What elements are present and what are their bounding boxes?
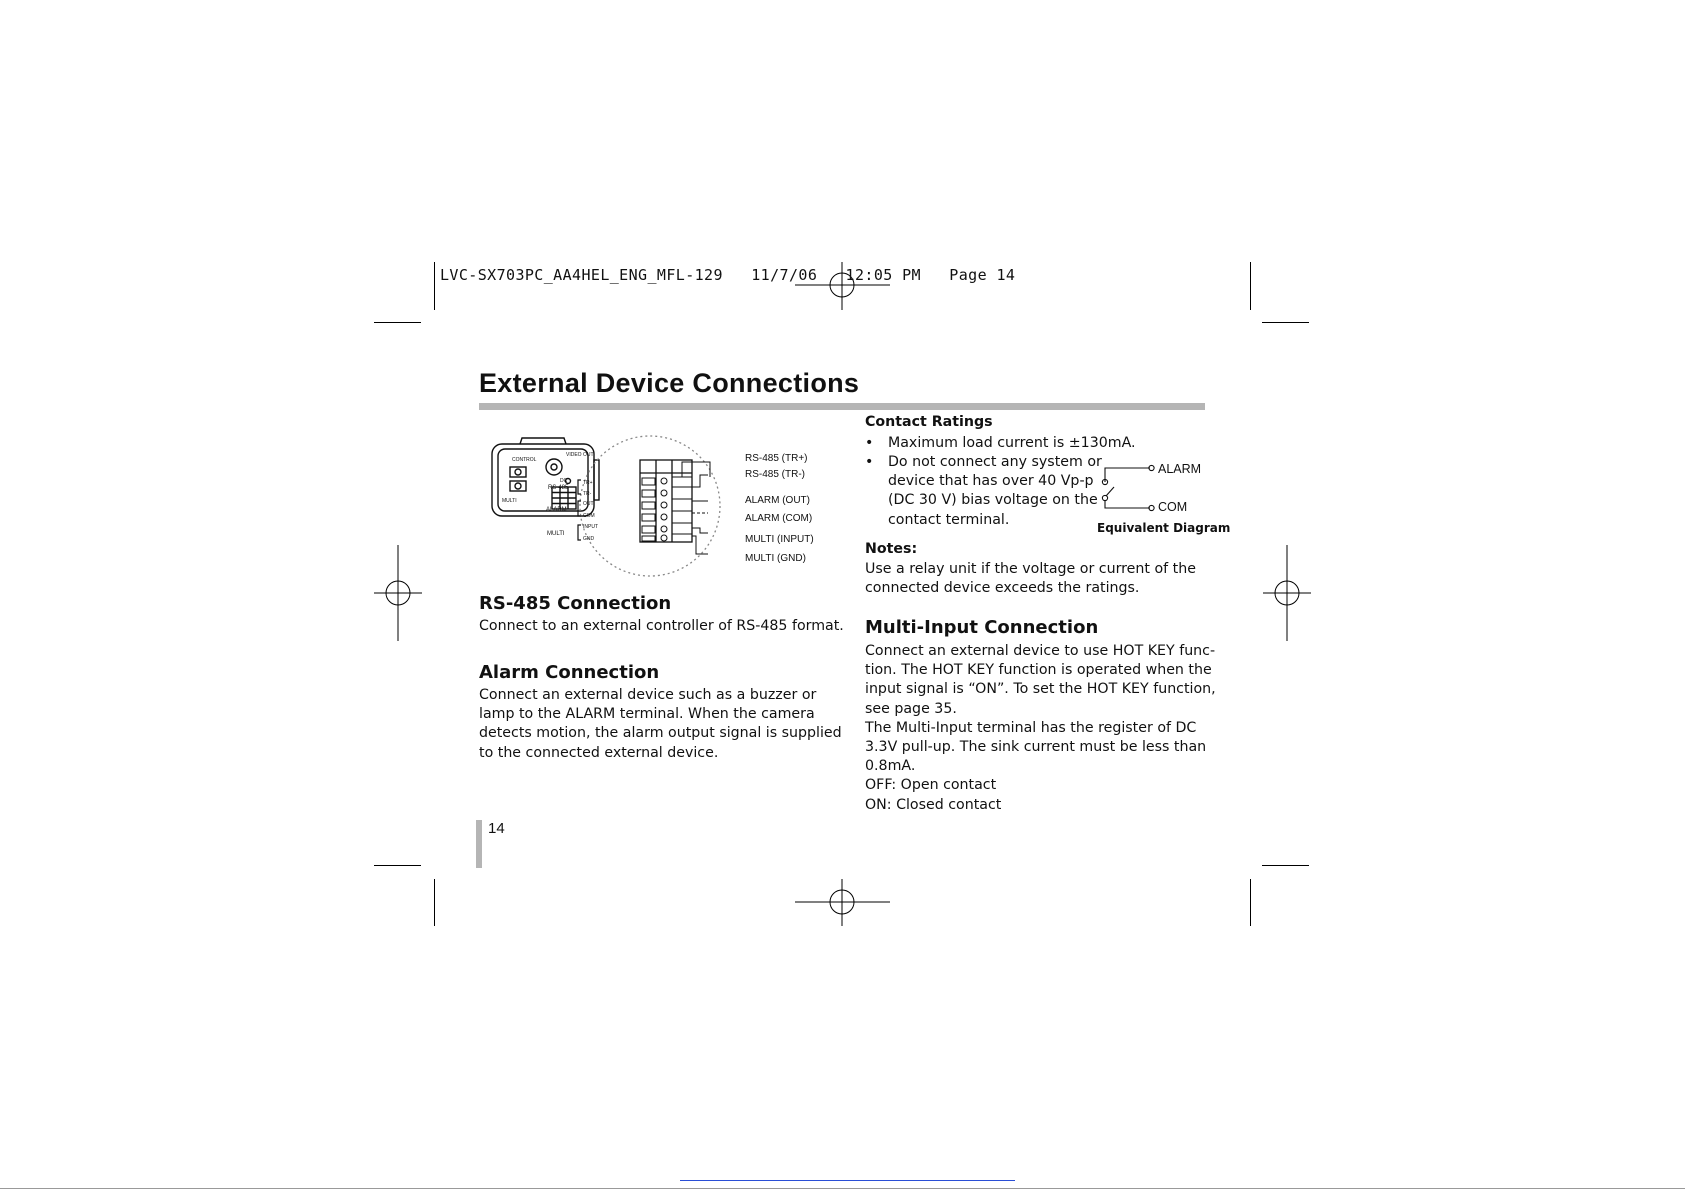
rating-bullet-1 xyxy=(865,434,1136,454)
rating-text-2 xyxy=(888,453,1102,530)
multi-line: input signal is “ON”. To set the HOT KEY function, xyxy=(865,681,1216,698)
pin-out: OUT xyxy=(583,501,594,507)
svg-text:MULTI: MULTI xyxy=(502,498,517,504)
page-number-bar xyxy=(476,820,482,868)
print-time: 12:05 PM xyxy=(845,266,921,284)
svg-text:DC: DC xyxy=(560,478,568,484)
terminal-label-alarm-com: ALARM (COM) xyxy=(745,513,813,524)
alarm-line: Connect an external device such as a buzzer or xyxy=(479,687,817,703)
doc-id: LVC-SX703PC_AA4HEL_ENG_MFL-129 xyxy=(440,266,723,284)
pin-gnd: GND xyxy=(583,536,595,542)
print-slug xyxy=(440,266,1015,284)
group-multi: MULTI xyxy=(547,531,565,537)
alarm-text xyxy=(479,686,842,763)
notes-heading: Notes: xyxy=(865,541,918,557)
equiv-alarm-label: ALARM xyxy=(1158,462,1202,476)
terminal-label-multi-gnd: MULTI (GND) xyxy=(745,553,806,564)
alarm-heading: Alarm Connection xyxy=(479,662,660,683)
bullet-dot: • xyxy=(865,435,874,451)
page-number: 14 xyxy=(488,820,505,837)
multi-line: 3.3V pull-up. The sink current must be less than xyxy=(865,739,1207,756)
bottom-link-line xyxy=(680,1180,1015,1181)
bottom-border xyxy=(0,1188,1685,1189)
rating-line: device that has over 40 Vp-p xyxy=(888,473,1094,490)
multi-line: Connect an external device to use HOT KEY func- xyxy=(865,643,1216,659)
notes-line: Use a relay unit if the voltage or current of the xyxy=(865,561,1196,577)
contact-ratings-heading: Contact Ratings xyxy=(865,414,993,430)
terminal-label-rs485-trminus: RS-485 (TR-) xyxy=(745,469,806,480)
pin-tr-plus: TR+ xyxy=(583,480,593,486)
notes-line: connected device exceeds the ratings. xyxy=(865,580,1140,597)
page-title: External Device Connections xyxy=(479,368,860,398)
terminal-label-alarm-out: ALARM (OUT) xyxy=(745,495,810,506)
multi-line: OFF: Open contact xyxy=(865,777,997,794)
rating-line: contact terminal. xyxy=(888,511,1010,528)
multi-input-heading: Multi-Input Connection xyxy=(865,617,1099,638)
pin-input: INPUT xyxy=(583,524,598,530)
rating-bullet-2 xyxy=(865,453,1102,533)
rating-line: (DC 30 V) bias voltage on the xyxy=(888,492,1098,509)
multi-line: see page 35. xyxy=(865,700,957,717)
multi-input-text xyxy=(865,642,1216,815)
multi-line: tion. The HOT KEY function is operated when the xyxy=(865,662,1212,679)
group-rs485: RS-485 xyxy=(548,485,569,491)
alarm-line: lamp to the ALARM terminal. When the camera xyxy=(479,706,815,723)
multi-line: 0.8mA. xyxy=(865,758,916,775)
multi-line: The Multi-Input terminal has the register of DC xyxy=(865,719,1197,736)
alarm-line: detects motion, the alarm output signal is supplied xyxy=(479,725,842,742)
rating-text-1: Maximum load current is ±130mA. xyxy=(888,435,1136,451)
multi-line: ON: Closed contact xyxy=(865,796,1002,813)
terminal-label-multi-input: MULTI (INPUT) xyxy=(745,534,814,545)
print-date: 11/7/06 xyxy=(751,266,818,284)
svg-text:VIDEO OUT: VIDEO OUT xyxy=(566,452,594,458)
rs485-text: Connect to an external controller of RS-485 format. xyxy=(479,618,844,634)
alarm-line: to the connected external device. xyxy=(479,744,719,761)
pin-com: COM xyxy=(583,513,595,519)
equiv-caption: Equivalent Diagram xyxy=(1097,521,1231,535)
rs485-heading: RS-485 Connection xyxy=(479,593,672,614)
svg-text:CONTROL: CONTROL xyxy=(512,457,537,463)
bullet-dot: • xyxy=(865,454,874,470)
group-alarm: ALARM xyxy=(546,507,567,513)
terminal-label-rs485-trplus: RS-485 (TR+) xyxy=(745,453,808,464)
title-underline-bar xyxy=(479,403,1205,410)
slug-page: Page 14 xyxy=(949,266,1016,284)
equiv-com-label: COM xyxy=(1158,500,1188,514)
pin-tr-minus: TR- xyxy=(583,491,592,497)
rating-line: Do not connect any system or xyxy=(888,454,1102,470)
notes-text xyxy=(865,560,1196,598)
